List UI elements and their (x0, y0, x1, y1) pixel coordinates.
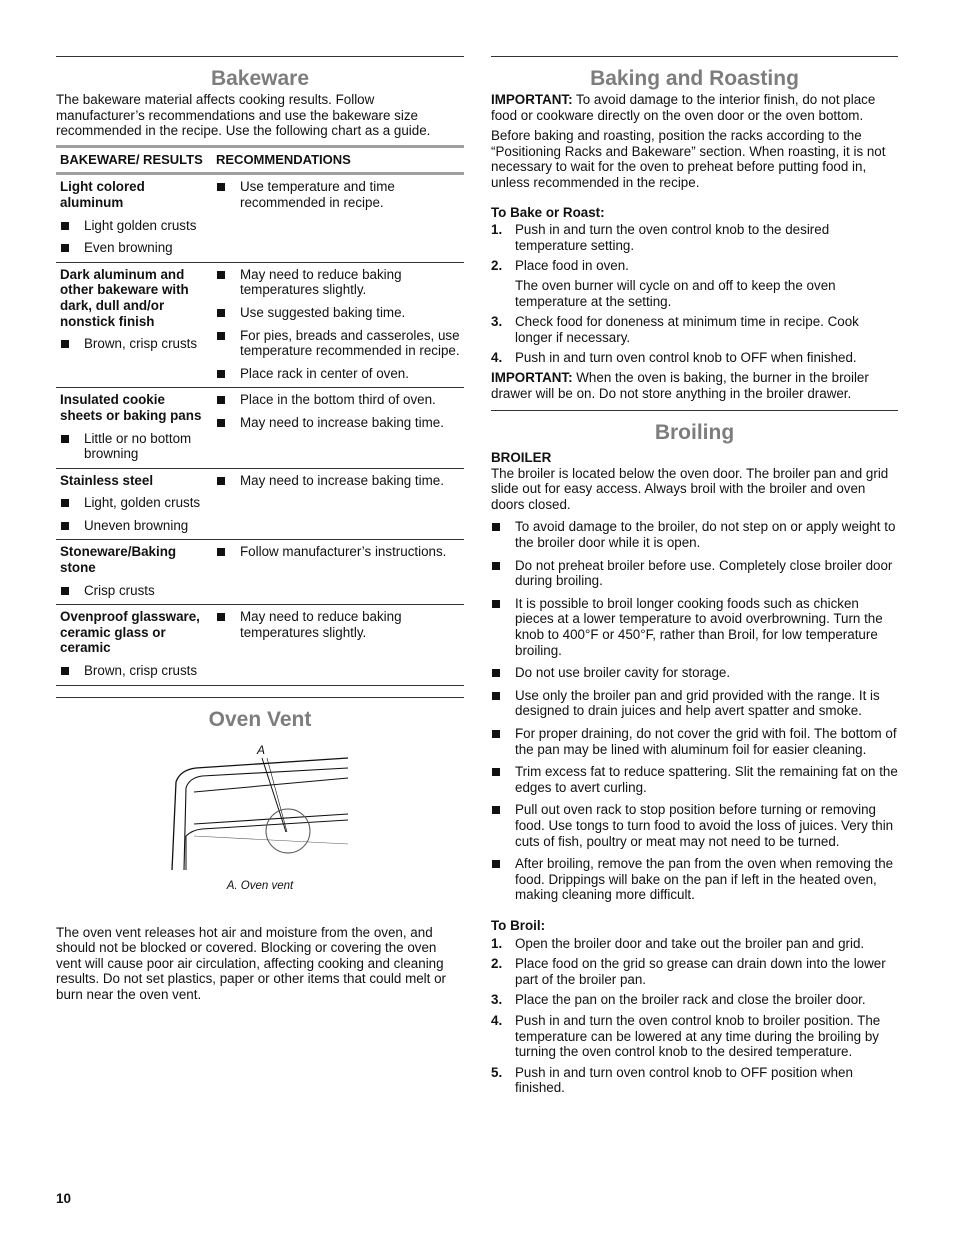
table-row (56, 262, 464, 388)
step-text: Push in and turn the oven control knob to broiler position. The temperature can be lowered at any time during the broiling by turning the oven control knob to the desired temperature. (515, 1012, 881, 1060)
list-item: Pull out oven rack to stop position before turning or removing food. Use tongs to turn food to avoid the loss of juices. Very thin cuts of fish, poultry or meat may not need to be turned. (491, 802, 898, 849)
step-item (491, 314, 898, 345)
top-rule (491, 56, 898, 57)
step-item (491, 258, 898, 309)
material-name: Ovenproof glassware, ceramic glass or ceramic (60, 609, 200, 656)
important-label: IMPORTANT: (491, 92, 573, 107)
recommendation-item: May need to increase baking time. (216, 473, 460, 489)
material-name: Light colored aluminum (60, 179, 145, 210)
step-item (491, 222, 898, 253)
step-number: 4. (491, 350, 503, 366)
recommendations-cell (212, 174, 464, 262)
to-broil-subhead: To Broil: (491, 917, 546, 933)
page-number: 10 (56, 1191, 72, 1206)
result-item: Brown, crisp crusts (60, 336, 208, 352)
results-list (60, 663, 208, 679)
bake-steps-list (491, 222, 898, 366)
step-text: Push in and turn oven control knob to OFF when finished. (515, 350, 857, 366)
recommendation-item: Use temperature and time recommended in recipe. (216, 179, 460, 210)
broiler-intro: The broiler is located below the oven door. The broiler pan and grid slide out for easy access. Always broil with the broiler and oven doors closed. (491, 465, 889, 512)
step-number: 1. (491, 222, 503, 238)
material-cell (56, 174, 212, 262)
results-list (60, 218, 208, 256)
oven-vent-illustration (166, 740, 416, 875)
broil-steps-list (491, 936, 898, 1096)
list-item: Trim excess fat to reduce spattering. Slit the remaining fat on the edges to avert curling. (491, 764, 898, 795)
recommendation-item: May need to increase baking time. (216, 415, 460, 431)
recommendations-list (216, 473, 460, 489)
results-list (60, 583, 208, 599)
material-cell (56, 468, 212, 540)
results-list (60, 336, 208, 352)
step-item (491, 936, 898, 952)
step-number: 5. (491, 1064, 503, 1080)
recommendations-cell (212, 468, 464, 540)
figure-caption: A. Oven vent (226, 879, 294, 892)
table-body (56, 174, 464, 685)
list-item: For proper draining, do not cover the grid with foil. The bottom of the pan may be lined with aluminum foil for easier cleaning. (491, 726, 898, 757)
oven-vent-body: The oven vent releases hot air and moisture from the oven, and should not be blocked or covered. Blocking or covering the oven vent will cause poor air circulation, affecting cooking and cleaning results. Do not set plastics, paper or other items that could melt or burn near the oven vent. (56, 924, 446, 1002)
result-item: Light golden crusts (60, 218, 208, 234)
recommendations-list (216, 609, 460, 640)
recommendations-cell (212, 262, 464, 388)
result-item: Light, golden crusts (60, 495, 208, 511)
recommendation-item: May need to reduce baking temperatures slightly. (216, 609, 460, 640)
step-text: Push in and turn the oven control knob to the desired temperature setting. (515, 222, 830, 253)
table-row (56, 468, 464, 540)
step-item (491, 1013, 898, 1060)
step-number: 3. (491, 314, 503, 330)
result-item: Brown, crisp crusts (60, 663, 208, 679)
material-name: Stoneware/Baking stone (60, 544, 177, 576)
material-cell (56, 540, 212, 605)
baking-roasting-title: Baking and Roasting (590, 67, 799, 90)
bakeware-title: Bakeware (210, 67, 310, 90)
important-text: To avoid damage to the interior finish, do not place food or cookware directly on the oven door or the oven bottom. (491, 92, 876, 123)
recommendations-cell (212, 540, 464, 605)
important-note-2 (491, 370, 898, 401)
list-item: To avoid damage to the broiler, do not step on or apply weight to the broiler door while it is open. (491, 519, 898, 550)
step-number: 3. (491, 992, 503, 1008)
material-cell (56, 388, 212, 468)
material-cell (56, 605, 212, 685)
broiler-subhead: BROILER (491, 450, 552, 466)
material-cell (56, 262, 212, 388)
section-rule (56, 697, 464, 698)
step-text: Place food on the grid so grease can drain down into the lower part of the broiler pan. (515, 956, 886, 987)
step-text: Open the broiler door and take out the broiler pan and grid. (515, 935, 865, 951)
recommendations-list (216, 392, 460, 430)
list-item: Use only the broiler pan and grid provided with the range. It is designed to drain juices and help avert spatter and smoke. (491, 688, 898, 719)
recommendation-item: Use suggested baking time. (216, 305, 460, 321)
oven-vent-figure (56, 740, 464, 900)
recommendation-item: May need to reduce baking temperatures slightly. (216, 267, 460, 298)
important-note-1 (491, 92, 898, 123)
left-column (56, 56, 464, 1003)
recommendation-item: For pies, breads and casseroles, use temperature recommended in recipe. (216, 328, 460, 359)
table-header-row (56, 146, 464, 174)
recommendation-item: Place in the bottom third of oven. (216, 392, 460, 408)
recommendation-item: Follow manufacturer’s instructions. (216, 544, 460, 560)
important-text: When the oven is baking, the burner in the broiler drawer will be on. Do not store anything in the broiler drawer. (491, 369, 869, 401)
step-item (491, 956, 898, 987)
result-item: Uneven browning (60, 518, 208, 534)
result-item: Even browning (60, 240, 208, 256)
recommendations-cell (212, 605, 464, 685)
recommendation-item: Place rack in center of oven. (216, 366, 460, 382)
broiler-bullets (491, 519, 898, 902)
table-row (56, 540, 464, 605)
recommendations-list (216, 267, 460, 382)
important-label: IMPORTANT: (491, 369, 573, 385)
broiling-title: Broiling (654, 421, 735, 445)
to-bake-subhead: To Bake or Roast: (491, 204, 605, 220)
table-row (56, 605, 464, 685)
step-item (491, 350, 898, 366)
section-rule (491, 410, 898, 411)
right-column (491, 56, 898, 1096)
material-name: Dark aluminum and other bakeware with dark, dull and/or nonstick finish (60, 266, 189, 329)
bakeware-intro: The bakeware material affects cooking results. Follow manufacturer’s recommendations and use the bakeware size recommended in the recipe. Use the following chart as a guide. (56, 92, 431, 139)
material-name: Stainless steel (60, 472, 154, 488)
step-text: Place the pan on the broiler rack and close the broiler door. (515, 992, 866, 1008)
result-item: Crisp crusts (60, 583, 208, 599)
bakeware-table (56, 145, 464, 686)
baking-para: Before baking and roasting, position the racks according to the “Positioning Racks and Bakeware” section. When roasting, it is not necessary to wait for the oven to preheat before putting food in, unless recommended in the recipe. (491, 128, 886, 190)
list-item: Do not preheat broiler before use. Completely close broiler door during broiling. (491, 558, 898, 589)
step-note: The oven burner will cycle on and off to keep the oven temperature at the setting. (515, 277, 836, 309)
list-item: After broiling, remove the pan from the oven when removing the food. Drippings will bake on the pan if left in the heated oven, making cleaning more difficult. (491, 856, 898, 903)
results-list (60, 431, 208, 462)
result-item: Little or no bottom browning (60, 431, 208, 462)
step-number: 1. (491, 935, 503, 951)
step-text: Push in and turn oven control knob to OFF position when finished. (515, 1064, 853, 1096)
recommendations-list (216, 179, 460, 210)
table-row (56, 174, 464, 262)
recommendations-list (216, 544, 460, 560)
step-number: 2. (491, 258, 503, 274)
step-text: Place food in oven. (515, 258, 629, 274)
top-rule (56, 56, 464, 57)
oven-vent-title: Oven Vent (208, 707, 312, 731)
list-item: It is possible to broil longer cooking foods such as chicken pieces at a lower temperature to avoid overbrowning. Turn the knob to 400°F or 450°F, rather than Broil, for low temperature broiling. (491, 596, 898, 658)
col-header-bakeware: BAKEWARE/ RESULTS (60, 151, 203, 167)
col-header-recommendations: RECOMMENDATIONS (216, 151, 351, 167)
step-item (491, 992, 898, 1008)
step-item (491, 1065, 898, 1096)
list-item: Do not use broiler cavity for storage. (491, 665, 898, 681)
material-name: Insulated cookie sheets or baking pans (60, 392, 202, 423)
results-list (60, 495, 208, 533)
figure-label-a: A (257, 742, 266, 757)
step-text: Check food for doneness at minimum time in recipe. Cook longer if necessary. (515, 314, 859, 345)
step-number: 4. (491, 1012, 503, 1028)
table-row (56, 388, 464, 468)
step-number: 2. (491, 956, 503, 972)
recommendations-cell (212, 388, 464, 468)
